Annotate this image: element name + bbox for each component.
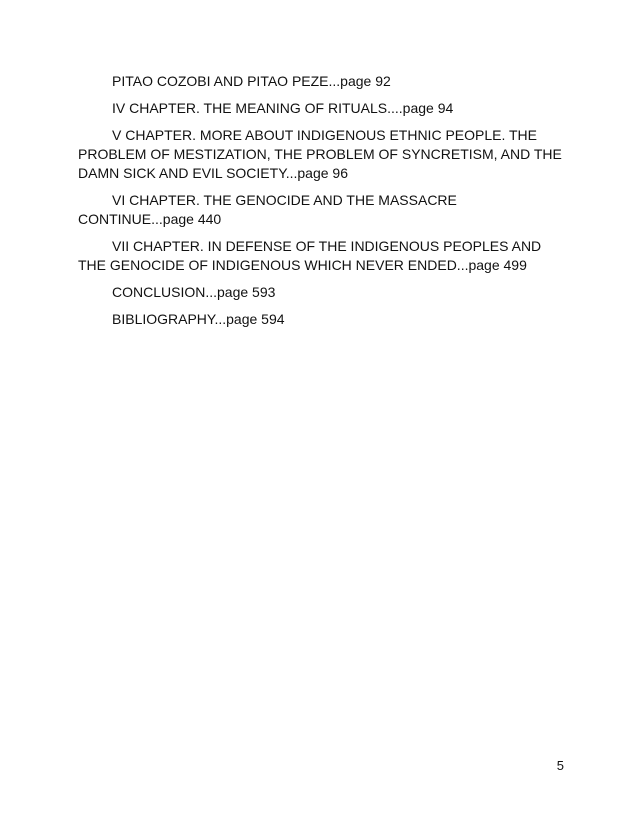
toc-entry-chapter-iv: IV CHAPTER. THE MEANING OF RITUALS....page 94 [112, 100, 454, 116]
toc-entry-conclusion: CONCLUSION...page 593 [112, 284, 276, 300]
toc-entry-chapter-vii: VII CHAPTER. IN DEFENSE OF THE INDIGENOUS PEOPLES AND THE GENOCIDE OF INDIGENOUS WHICH NEVER ENDED...page 499 [78, 238, 542, 273]
toc-entry-chapter-v: V CHAPTER. MORE ABOUT INDIGENOUS ETHNIC PEOPLE. THE PROBLEM OF MESTIZATION, THE PROBLEM OF SYNCRETISM, AND THE DAMN SICK AND EVIL SOCIETY...page 96 [78, 127, 562, 181]
toc-entry-chapter-vi: VI CHAPTER. THE GENOCIDE AND THE MASSACRE CONTINUE...page 440 [78, 192, 457, 227]
table-of-contents [78, 72, 568, 337]
toc-entry-pitao-cozobi: PITAO COZOBI AND PITAO PEZE...page 92 [112, 73, 391, 89]
toc-entry-bibliography: BIBLIOGRAPHY...page 594 [112, 311, 285, 327]
page-number: 5 [556, 758, 564, 773]
